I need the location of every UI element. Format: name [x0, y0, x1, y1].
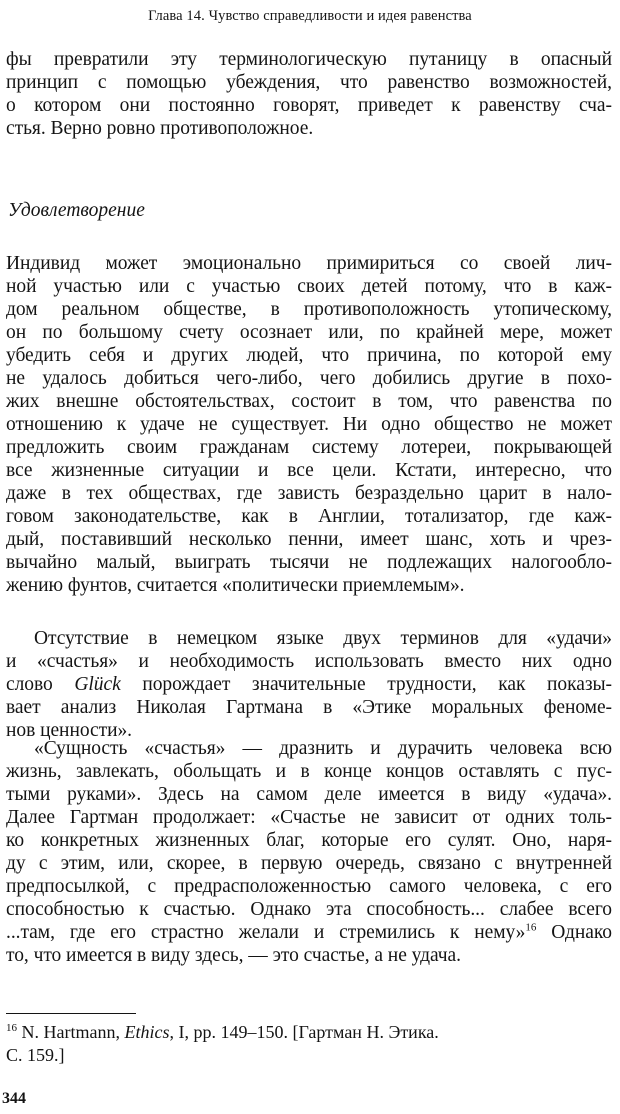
footnote-author: N. Hartmann,	[17, 1022, 125, 1042]
paragraph-4	[6, 737, 612, 967]
text-line: способностью к счастью. Однако эта способность... слабее всего	[6, 899, 612, 920]
text-line: дый, поставивший несколько пенни, имеет шанс, хоть и чрез-	[6, 529, 612, 550]
emphasis-term: Glück	[74, 674, 121, 695]
page-number: 344	[2, 1090, 26, 1107]
text-line: жению фунтов, считается «политически приемлемым».	[6, 575, 465, 596]
text-line: о котором они постоянно говорят, приведет к равенству сча-	[6, 95, 612, 116]
footnote-title: Ethics	[124, 1022, 170, 1042]
text-line: Далее Гартман продолжает: «Счастье не зависит от одних толь-	[6, 807, 612, 828]
text-line: жизнь, завлекать, обольщать и в конце концов оставлять с пус-	[6, 761, 612, 782]
text-line: «Сущность «счастья» — дразнить и дурачить человека всю	[34, 738, 612, 759]
text-run: Однако	[536, 922, 612, 943]
text-line: отношению к удаче не существует. Ни одно общество не может	[6, 414, 612, 435]
text-line: и «счастья» и необходимость использовать вместо них одно	[6, 651, 612, 672]
text-line: Индивид может эмоционально примириться со своей лич-	[6, 253, 612, 274]
text-line: вает анализ Николая Гартмана в «Этике моральных феноме-	[6, 697, 612, 718]
paragraph-1	[6, 48, 612, 140]
text-run: ...там, где его страстно желали и стремились к нему»	[6, 922, 526, 943]
section-subheading: Удовлетворение	[8, 200, 145, 221]
text-line: ной участью или с участью своих детей потому, что в каж-	[6, 276, 612, 297]
footnote-reference[interactable]: 16	[525, 921, 537, 934]
footnote-line: С. 159.]	[6, 1045, 65, 1065]
text-line: стья. Верно ровно противоположное.	[6, 118, 314, 139]
text-run: порождает значительные трудности, как показы-	[120, 674, 612, 695]
text-line: фы превратили эту терминологическую путаницу в опасный	[6, 49, 612, 70]
text-line: жих внешне обстоятельствах, состоит в том, что равенства по	[6, 391, 612, 412]
paragraph-3	[6, 627, 612, 742]
paragraph-2	[6, 252, 612, 597]
text-line	[6, 921, 612, 944]
text-run: слово	[6, 674, 75, 695]
text-line: ду с этим, или, скорее, в первую очередь, связано с внутренней	[6, 853, 612, 874]
text-line: не удалось добиться чего-либо, чего добились другие в похо-	[6, 368, 612, 389]
text-line: предпосылкой, с предрасположенностью самого человека, с его	[6, 876, 612, 897]
text-line: Отсутствие в немецком языке двух терминов для «удачи»	[34, 628, 612, 649]
text-line	[6, 673, 612, 696]
text-line: говом законодательстве, как в Англии, тотализатор, где каж-	[6, 506, 612, 527]
text-line: он по большому счету осознает или, по крайней мере, может	[6, 322, 612, 343]
footnote-rest: , I, pp. 149–150. [Гартман Н. Этика.	[169, 1022, 439, 1042]
footnote-number: 16	[6, 1022, 17, 1034]
text-line: убедить себя и других людей, что причина, по которой ему	[6, 345, 612, 366]
text-line: принцип с помощью убеждения, что равенство возможностей,	[6, 72, 612, 93]
text-line: все жизненные ситуации и все цели. Кстати, интересно, что	[6, 460, 612, 481]
text-line: нов ценности».	[6, 720, 133, 741]
text-line: предложить своим гражданам систему лотереи, покрывающей	[6, 437, 612, 458]
text-line: дом реальном обществе, в противоположность утопическому,	[6, 299, 612, 320]
text-line: даже в тех обществах, где зависть безраздельно царит в нало-	[6, 483, 612, 504]
footnote-line	[6, 1021, 612, 1044]
footnote	[6, 1021, 612, 1067]
text-line: тыми руками». Здесь на самом деле имеется в виду «удача».	[6, 784, 612, 805]
text-line: ко конкретных жизненных благ, которые его сулят. Оно, наря-	[6, 830, 612, 851]
running-head: Глава 14. Чувство справедливости и идея равенства	[148, 8, 472, 24]
footnote-divider	[6, 1013, 136, 1014]
text-line: то, что имеется в виду здесь, — это счастье, а не удача.	[6, 945, 461, 966]
text-line: вычайно малый, выиграть тысячи не подлежащих налогообло-	[6, 552, 612, 573]
